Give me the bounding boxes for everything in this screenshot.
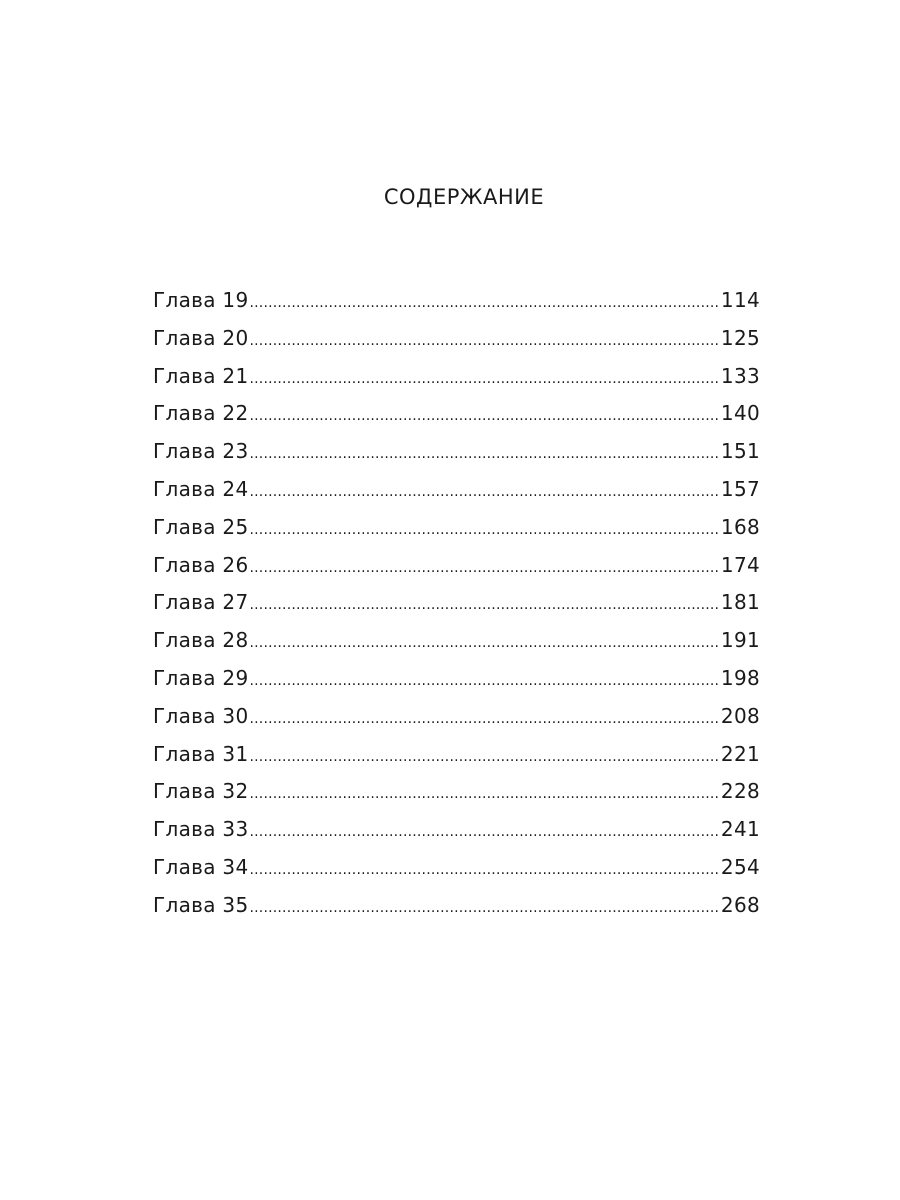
page-number: 228: [720, 779, 760, 804]
dot-leader: [250, 285, 720, 323]
page-number: 140: [720, 401, 760, 426]
toc-entry[interactable]: [153, 282, 760, 320]
toc-entry[interactable]: [153, 433, 760, 471]
dot-leader: [250, 436, 720, 474]
chapter-label: Глава 33: [153, 817, 249, 842]
toc-entry[interactable]: [153, 320, 760, 358]
page-number: 114: [720, 288, 760, 312]
dot-leader: [250, 398, 720, 436]
page-title: СОДЕРЖАНИЕ: [383, 185, 545, 210]
dot-leader: [250, 474, 720, 512]
toc-entry[interactable]: [153, 887, 760, 925]
toc-entry[interactable]: [153, 736, 760, 774]
chapter-label: Глава 19: [153, 288, 249, 312]
page-number: 208: [720, 703, 760, 728]
page-number: 125: [720, 325, 760, 350]
dot-leader: [250, 739, 720, 777]
chapter-label: Глава 21: [153, 363, 249, 388]
dot-leader: [250, 814, 720, 852]
toc-entry[interactable]: [153, 395, 760, 433]
page-number: 157: [720, 476, 760, 501]
toc-entry[interactable]: [153, 811, 760, 849]
toc-entry[interactable]: [153, 698, 760, 736]
page-number: 254: [720, 854, 760, 879]
toc-entry[interactable]: [153, 358, 760, 396]
toc-entry[interactable]: [153, 584, 760, 622]
chapter-label: Глава 25: [153, 514, 249, 539]
chapter-label: Глава 20: [153, 325, 249, 350]
dot-leader: [250, 323, 720, 361]
dot-leader: [250, 587, 720, 625]
chapter-label: Глава 32: [153, 779, 249, 804]
toc-entry[interactable]: [153, 773, 760, 811]
toc-entry[interactable]: [153, 660, 760, 698]
dot-leader: [250, 361, 720, 399]
chapter-label: Глава 34: [153, 854, 249, 879]
chapter-label: Глава 27: [153, 590, 249, 615]
table-of-contents: [153, 282, 760, 925]
chapter-label: Глава 24: [153, 476, 249, 501]
page-number: 181: [720, 590, 760, 615]
page-number: 198: [720, 665, 760, 690]
page-number: 268: [720, 892, 760, 917]
dot-leader: [250, 701, 720, 739]
dot-leader: [250, 776, 720, 814]
chapter-label: Глава 35: [153, 892, 249, 917]
page-number: 133: [720, 363, 760, 388]
dot-leader: [250, 890, 720, 928]
dot-leader: [250, 852, 720, 890]
toc-entry[interactable]: [153, 547, 760, 585]
page-number: 174: [720, 552, 760, 577]
toc-entry[interactable]: [153, 509, 760, 547]
page-number: 221: [720, 741, 760, 766]
page-number: 191: [720, 628, 760, 653]
chapter-label: Глава 31: [153, 741, 249, 766]
chapter-label: Глава 28: [153, 628, 249, 653]
dot-leader: [250, 512, 720, 550]
page-number: 241: [720, 817, 760, 842]
page-number: 151: [720, 439, 760, 464]
page-number: 168: [720, 514, 760, 539]
toc-entry[interactable]: [153, 849, 760, 887]
toc-entry[interactable]: [153, 622, 760, 660]
dot-leader: [250, 550, 720, 588]
chapter-label: Глава 22: [153, 401, 249, 426]
toc-entry[interactable]: [153, 471, 760, 509]
dot-leader: [250, 663, 720, 701]
chapter-label: Глава 29: [153, 665, 249, 690]
chapter-label: Глава 23: [153, 439, 249, 464]
chapter-label: Глава 30: [153, 703, 249, 728]
dot-leader: [250, 625, 720, 663]
chapter-label: Глава 26: [153, 552, 249, 577]
